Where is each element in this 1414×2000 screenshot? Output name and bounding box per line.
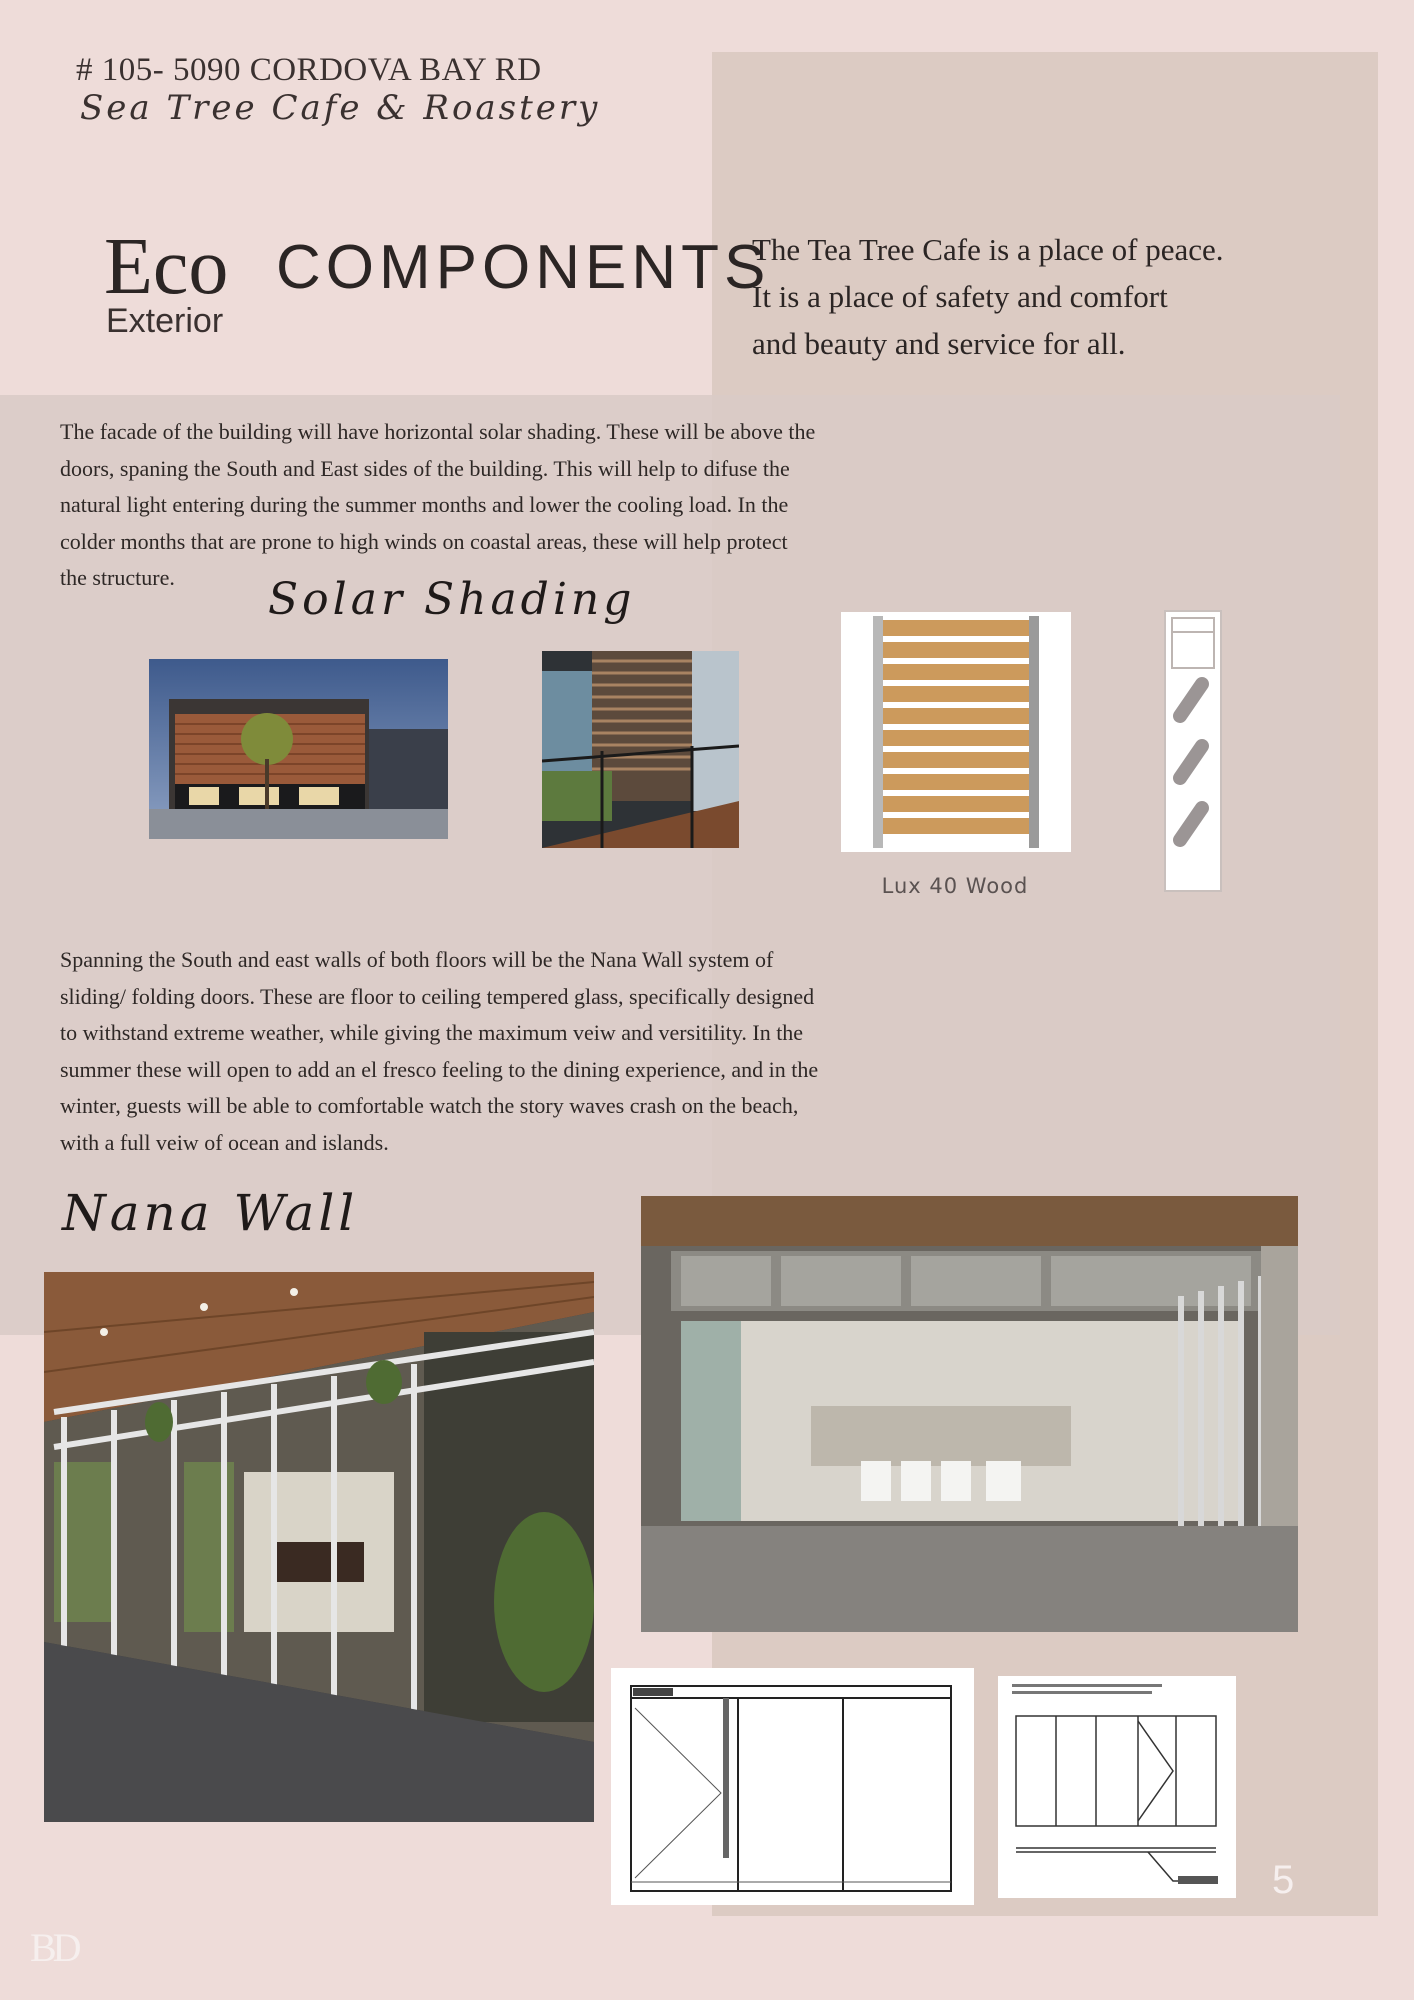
cafe-name: Sea Tree Cafe & Roastery: [80, 88, 601, 128]
nana-wall-interior-photo: [641, 1196, 1298, 1632]
brand-logo: BD: [30, 1925, 78, 1970]
paragraph-line: the structure.: [60, 565, 175, 590]
door-elevation-drawing: [611, 1668, 974, 1905]
solar-shading-heading: Solar Shading: [268, 574, 636, 625]
paragraph-line: natural light entering during the summer months and lower the cooling load. In the: [60, 492, 789, 517]
paragraph-line: with a full veiw of ocean and islands.: [60, 1129, 389, 1155]
paragraph-line: winter, guests will be able to comfortable watch the story waves crash on the beach,: [60, 1093, 799, 1118]
quote-line: It is a place of safety and comfort: [752, 279, 1168, 314]
title-components: COMPONENTS: [276, 233, 771, 302]
nana-wall-heading: Nana Wall: [62, 1184, 359, 1242]
nana-wall-paragraph: [60, 942, 1000, 1161]
title-eco: Eco: [104, 223, 229, 311]
product-caption: Lux 40 Wood: [881, 874, 1029, 898]
nana-wall-exterior-photo: [44, 1272, 594, 1822]
lux-40-wood-product-image: [841, 612, 1071, 852]
balcony-louvers-photo: [542, 651, 739, 848]
paragraph-line: doors, spaning the South and East sides of the building. This will help to difuse the: [60, 455, 790, 481]
paragraph-line: to withstand extreme weather, while giving the maximum veiw and versitility. In the: [60, 1020, 804, 1045]
solar-shading-paragraph: [60, 414, 1000, 597]
page-number: 5: [1272, 1858, 1295, 1902]
title-subtitle: Exterior: [106, 302, 224, 340]
paragraph-line: colder months that are prone to high winds on coastal areas, these will help protect: [60, 528, 788, 554]
paragraph-line: Spanning the South and east walls of both floors will be the Nana Wall system of: [60, 947, 774, 972]
folding-plan-drawing: [998, 1676, 1236, 1898]
quote-line: and beauty and service for all.: [752, 326, 1126, 361]
louver-section-diagram: [1164, 610, 1222, 892]
quote-line: The Tea Tree Cafe is a place of peace.: [752, 232, 1224, 267]
paragraph-line: sliding/ folding doors. These are floor to ceiling tempered glass, specifically designed: [60, 983, 815, 1009]
mission-quote: [752, 226, 1352, 367]
paragraph-line: The facade of the building will have horizontal solar shading. These will be above the: [60, 419, 816, 444]
building-facade-photo: [149, 659, 448, 839]
paragraph-line: summer these will open to add an el fresco feeling to the dining experience, and in the: [60, 1056, 819, 1082]
address: # 105- 5090 CORDOVA BAY RD: [76, 52, 542, 88]
